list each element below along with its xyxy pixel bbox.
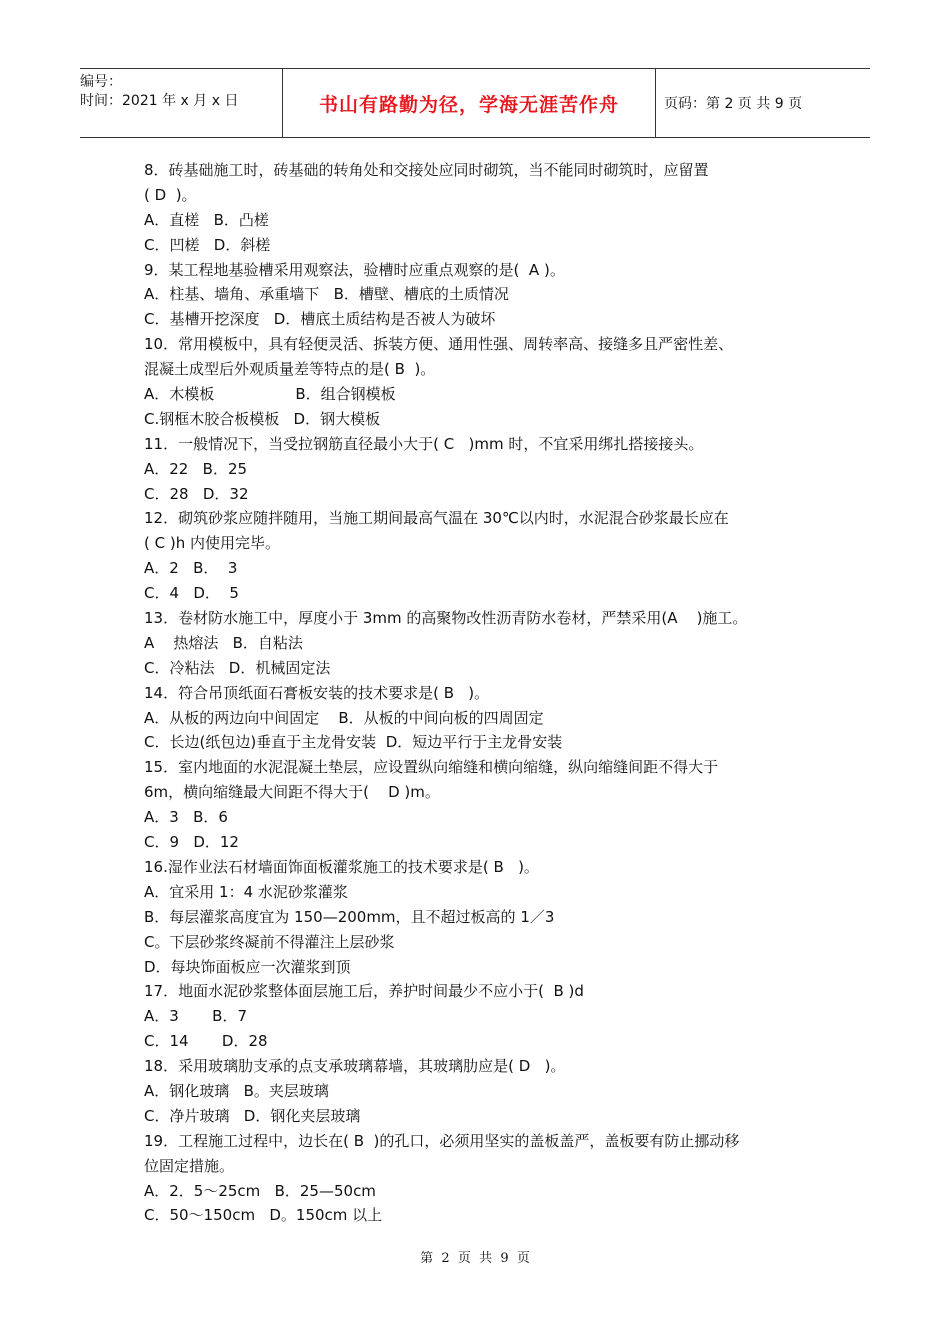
header-motto: 书山有路勤为径，学海无涯苦作舟	[282, 69, 656, 137]
text-line: A．2 B． 3	[144, 559, 238, 578]
text-line: A 热熔法 B．自粘法	[144, 633, 303, 652]
text-line: ( D )。	[144, 185, 197, 204]
text-line: C．基槽开挖深度 D．槽底土质结构是否被人为破坏	[144, 310, 496, 329]
question-list	[144, 158, 814, 1228]
text-line: 14．符合吊顶纸面石膏板安装的技术要求是( B )。	[144, 683, 490, 702]
text-line: C．冷粘法 D．机械固定法	[144, 658, 331, 677]
document-number-label: 编号：	[80, 74, 122, 90]
text-line: A．从板的两边向中间固定 B．从板的中间向板的四周固定	[144, 708, 544, 727]
text-line: C．14 D．28	[144, 1032, 268, 1051]
text-line: C.钢框木胶合板模板 D．钢大模板	[144, 409, 381, 428]
page-footer: 第 2 页 共 9 页	[420, 1251, 530, 1266]
text-line: A．22 B．25	[144, 459, 248, 478]
text-line: D．每块饰面板应一次灌浆到顶	[144, 957, 351, 976]
text-line: A．直槎 B．凸槎	[144, 210, 269, 229]
text-line: C．长边(纸包边)垂直于主龙骨安装 D．短边平行于主龙骨安装	[144, 733, 563, 752]
text-line: C。下层砂浆终凝前不得灌注上层砂浆	[144, 932, 395, 951]
text-line: C．9 D．12	[144, 833, 239, 852]
text-line: C．凹槎 D．斜槎	[144, 235, 271, 254]
text-line: A．钢化玻璃 B。夹层玻璃	[144, 1081, 329, 1100]
text-line: C．50～150cm D。150cm 以上	[144, 1206, 383, 1225]
text-line: 15．室内地面的水泥混凝土垫层，应设置纵向缩缝和横向缩缝，纵向缩缝间距不得大于	[144, 758, 719, 777]
header-meta	[80, 69, 282, 141]
header-page-info: 页码：第 2 页 共 9 页	[664, 96, 803, 112]
text-line: 13．卷材防水施工中，厚度小于 3mm 的高聚物改性沥青防水卷材，严禁采用(A )施工。	[144, 609, 748, 628]
page-header	[80, 68, 870, 138]
text-line: 9．某工程地基验槽采用观察法，验槽时应重点观察的是( A )。	[144, 260, 565, 279]
text-line: B．每层灌浆高度宜为 150—200mm，且不超过板高的 1／3	[144, 907, 555, 926]
text-line: A．宜采用 1：4 水泥砂浆灌浆	[144, 882, 348, 901]
text-line: C．4 D． 5	[144, 584, 239, 603]
text-line: 位固定措施。	[144, 1156, 235, 1175]
text-line: ( C )h 内使用完毕。	[144, 534, 280, 553]
text-line: 19．工程施工过程中，边长在( B )的孔口，必须用坚实的盖板盖严，盖板要有防止挪动移	[144, 1131, 740, 1150]
text-line: 17．地面水泥砂浆整体面层施工后，养护时间最少不应小于( B )d	[144, 982, 584, 1001]
text-line: A．2．5～25cm B．25—50cm	[144, 1181, 376, 1200]
text-line: 18．采用玻璃肋支承的点支承玻璃幕墙，其玻璃肋应是( D )。	[144, 1057, 566, 1076]
text-line: 6m，横向缩缝最大间距不得大于( D )m。	[144, 783, 440, 802]
text-line: A．柱基、墙角、承重墙下 B．槽壁、槽底的土质情况	[144, 285, 509, 304]
text-line: C．净片玻璃 D．钢化夹层玻璃	[144, 1106, 361, 1125]
text-line: A．木模板 B．组合钢模板	[144, 385, 396, 404]
text-line: 8．砖基础施工时，砖基础的转角处和交接处应同时砌筑，当不能同时砌筑时，应留置	[144, 161, 709, 179]
text-line: A．3 B．7	[144, 1007, 248, 1026]
text-line: A．3 B．6	[144, 808, 228, 827]
document-date-label: 时间：2021 年 x 月 x 日	[80, 93, 239, 109]
text-line: 12．砌筑砂浆应随拌随用，当施工期间最高气温在 30℃以内时，水泥混合砂浆最长应在	[144, 509, 729, 528]
text-line: 11．一般情况下，当受拉钢筋直径最小大于( C )mm 时，不宜采用绑扎搭接接头。	[144, 434, 704, 453]
text-line: 10．常用模板中，具有轻便灵活、拆装方便、通用性强、周转率高、接缝多且严密性差、	[144, 335, 734, 354]
text-line: 混凝土成型后外观质量差等特点的是( B )。	[144, 360, 436, 379]
text-line: 16.湿作业法石材墙面饰面板灌浆施工的技术要求是( B )。	[144, 857, 539, 876]
text-line: C．28 D．32	[144, 484, 249, 503]
